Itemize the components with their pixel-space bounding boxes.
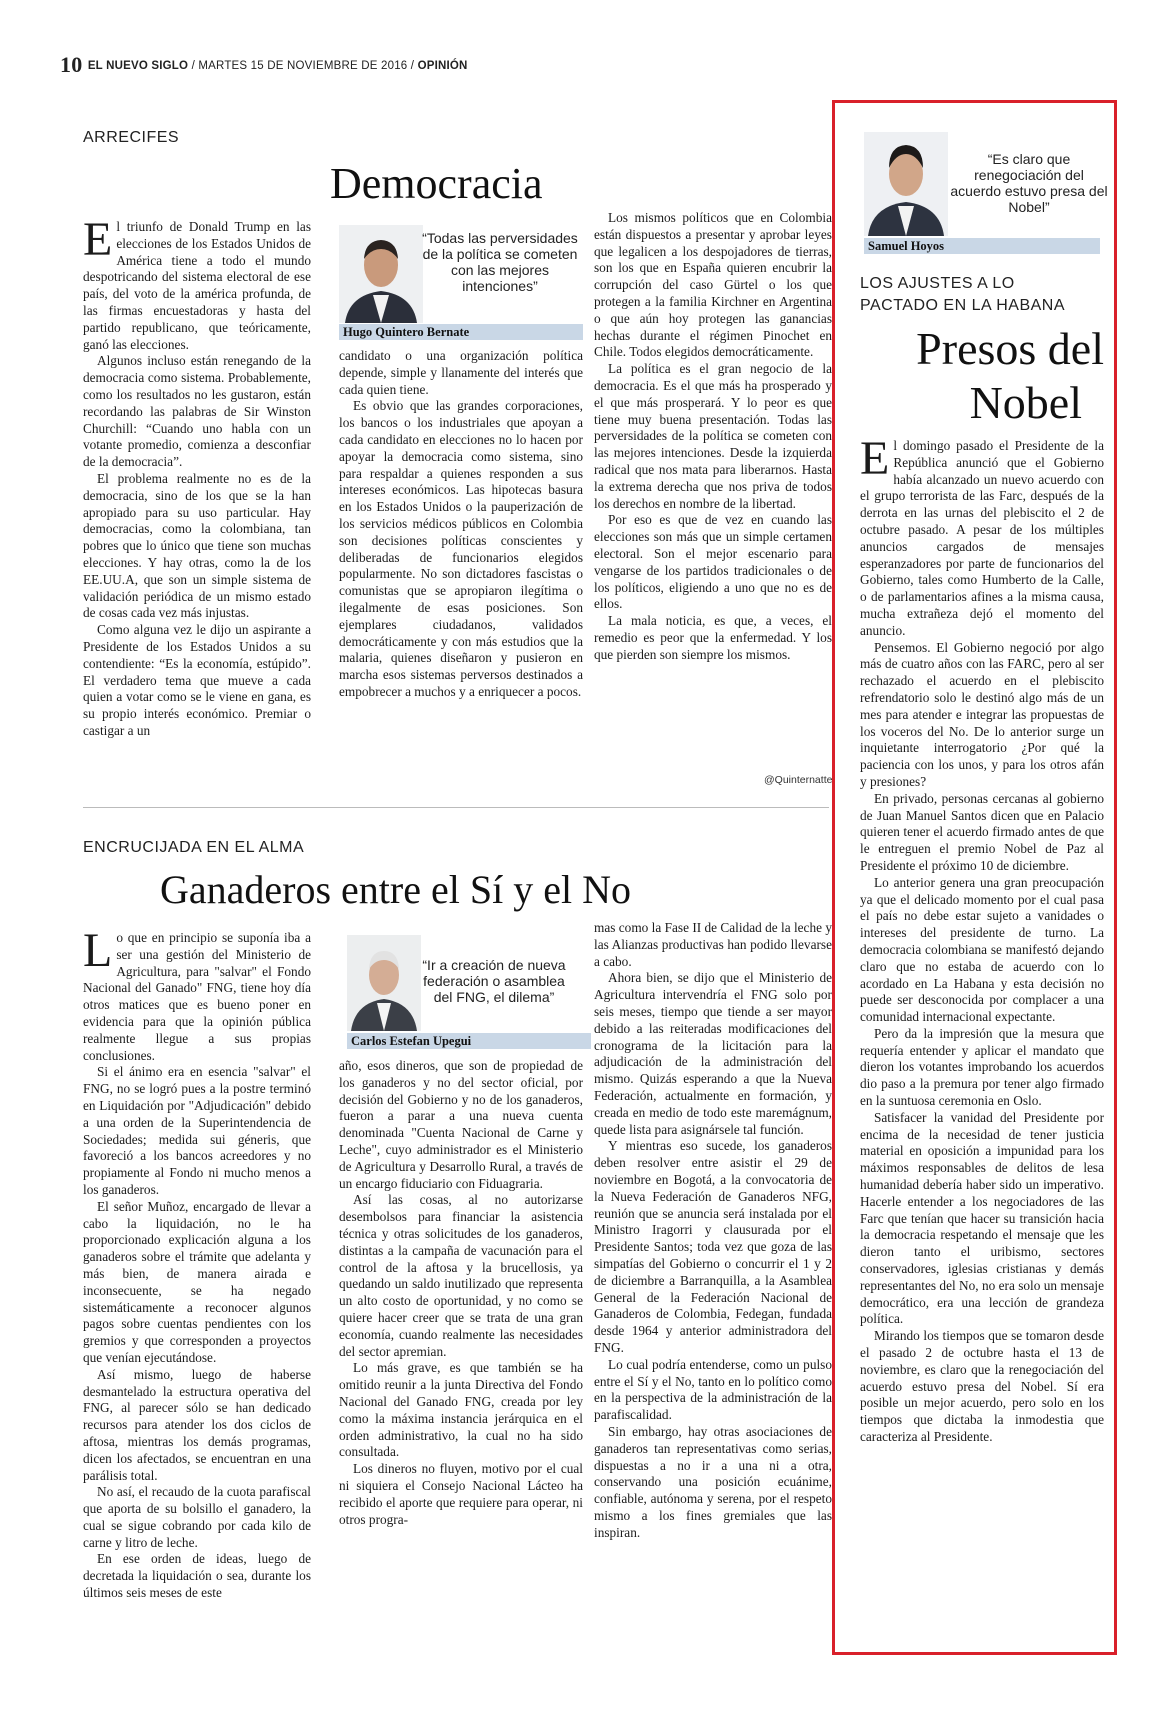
- art2-paragraph: No así, el recaudo de la cuota parafiscal que aporta de su bolsillo el ganadero, la cual se sigue cobrando por cada kilo de carne y litro de leche.: [83, 1484, 311, 1550]
- art3-paragraph: El domingo pasado el Presidente de la República anunció que el Gobierno había alcanzado un nuevo acuerdo con el grupo terrorista de las Farc, después de la derrota en las urnas del plebiscito el 2 de octubre pasado. A pesar de los múltiples anuncios cargados de mensajes esperanzadores por parte de funcionarios del Gobierno, tales como Humberto de la Calle, o de parlamentarios afines a la misma causa, mucha extrañeza dejó el momento del anuncio.: [860, 438, 1104, 638]
- art1-paragraph: La política es el gran negocio de la democracia. Es el que más ha prosperado y el que más prosperará. Y lo peor es que tiene muy buena presentación. Todas las perversidades de la política se cometen con las mejores intenciones. Desde la izquierda radical que nos mata para liberarnos. Hasta la extrema derecha que nos priva de todos los derechos en nombre de la libertad.: [594, 361, 832, 511]
- art2-column-2: [339, 1058, 583, 1633]
- art1-column-1: [83, 219, 311, 789]
- art2-paragraph: Sin embargo, hay otras asociaciones de ganaderos tan representativas como serias, dispuestas a no ir a una ni a otra, conservando una posición ecuánime, confiable, autónoma y serena, por el respeto mismo a los fines gremiales que las inspiran.: [594, 1423, 832, 1540]
- art2-column-3: [594, 920, 832, 1630]
- author-name: Carlos Estefan Upegui: [347, 1033, 591, 1049]
- drop-cap: E: [83, 219, 113, 266]
- art2-column-1: [83, 930, 311, 1635]
- art1-paragraph: El triunfo de Donald Trump en las elecciones de los Estados Unidos de América tiene a todo el mundo despotricando del sistema electoral de ese país, del voto de la américa profunda, de las firmas encuestadoras y hasta del partido republicano, que teóricamente, ganó las elecciones.: [83, 219, 311, 352]
- pull-quote: “Ir a creación de nueva federación o asamblea del FNG, el dilema”: [422, 957, 566, 1005]
- art2-paragraph: Así mismo, luego de haberse desmantelado la estructura operativa del FNG, al parecer sólo se han dedicado recursos para atender los dos ciclos de aftosa, mientras los demás programas, dicen los afectados, se encuentran en una parálisis total.: [83, 1366, 311, 1483]
- article-title-ganaderos: Ganaderos entre el Sí y el No: [160, 867, 631, 912]
- art1-paragraph: Por eso es que de vez en cuando las elecciones son más que un simple certamen electoral. Son el mejor escenario para vengarse de los partidos tradicionales o de los políticos, eligiendo a uno que no es de ellos.: [594, 512, 832, 612]
- art3-paragraph: Lo anterior genera una gran preocupación ya que el delicado momento por el cual pasa el país no debe estar sujeto a vanidades o intereses del presidente de turno. La democracia colombiana se manifestó dejando claro que no estaba de acuerdo con lo acordado en La Habana y esta decisión no puede ser desconocida por complacer a una comunidad internacional expectante.: [860, 874, 1104, 1025]
- author-name: Samuel Hoyos: [864, 238, 1100, 254]
- art1-column-2: [339, 348, 583, 788]
- art1-paragraph: candidato o una organización política depende, simple y llanamente del interés que cada quien tiene.: [339, 348, 583, 397]
- author-photo: [347, 935, 421, 1031]
- drop-cap: L: [83, 930, 113, 977]
- art2-paragraph: Lo cual podría entenderse, como un pulso entre el Sí y el No, tanto en lo político como en la perspectiva de la administración de la parafiscalidad.: [594, 1356, 832, 1423]
- article-divider: [83, 807, 829, 808]
- art3-paragraph: Pero da la impresión que la mesura que requería entender y aplicar el mandato que dieron los votantes improbando los acuerdos dio paso a la premura por tener algo firmado en la suntuosa ceremonia en Oslo.: [860, 1025, 1104, 1109]
- art3-column: [860, 438, 1104, 1648]
- art3-paragraph: Pensemos. El Gobierno negoció por algo más de cuatro años con las FARC, pero al ser rechazado el acuerdo en el plebiscito refrendatorio solo le destinó algo más de un mes para atender e integrar las propuestas de los voceros del No. De lo anterior surge un inquietante interrogatorio ¿Por qué la paciencia con los unos, y para los otros afán y presiones?: [860, 639, 1104, 789]
- art1-paragraph: Es obvio que las grandes corporaciones, los bancos o los industriales que apoyan a cada candidato en elecciones no lo hacen por apoyar la democracia como sistema, sino para respaldar a quienes responden a sus intereses económicos. Las hipotecas basura en los Estados Unidos o la pauperización de los servicios médicos públicos en Colombia son decisiones políticas conscientes y deliberadas de funcionarios elegidos popularmente. No son dictadores fascistas o comunistas que se apropiaron ilegítima o ilegalmente de esas posiciones. Son ejemplares ciudadanos, validados democráticamente y con más estudios que la malaria, quienes diseñaron y pusieron en marcha esos sistemas perversos destinados a empobrecer a muchos y a enriquecer a pocos.: [339, 398, 583, 699]
- art1-paragraph: Algunos incluso están renegando de la democracia como sistema. Probablemente, como los resultados no les gustaron, están recordando las palabras de Sir Winston Churchill: “Cuando uno habla con un votante promedio, comienza a desconfiar de la democracia”.: [83, 353, 311, 470]
- art2-paragraph: Lo más grave, es que también se ha omitido reunir a la junta Directiva del Fondo Nacional del Ganado FNG, creada por ley como la máxima instancia jerárquica en el orden administrativo, la cual no ha sido consultada.: [339, 1360, 583, 1460]
- article-title-democracia: Democracia: [330, 159, 543, 208]
- section-label-ajustes: LOS AJUSTES A LO PACTADO EN LA HABANA: [860, 275, 1066, 314]
- art1-column-3: [594, 210, 832, 770]
- art2-paragraph: En ese orden de ideas, luego de decretada la liquidación o sea, durante los últimos seis meses de este: [83, 1551, 311, 1601]
- drop-cap: E: [860, 438, 890, 485]
- art2-paragraph: Ahora bien, se dijo que el Ministerio de Agricultura intervendría el FNG solo por seis meses, tiempo que tiende a ser mayor debido a las reiteradas modificaciones del cronograma de la licitación para la adjudicación de la administración del mismo. Quizás esperando a que la Nueva Federación, actualmente en formación, y creada en medio de todo este maremágnum, quede lista para asignársele tal función.: [594, 970, 832, 1137]
- article-title-presos-del-nobel: Presos del Nobel: [916, 323, 1104, 428]
- issue-date: / MARTES 15 DE NOVIEMBRE DE 2016 /: [191, 60, 415, 72]
- art1-paragraph: Como alguna vez le dijo un aspirante a Presidente de los Estados Unidos a su contendiente: “Es la economía, estúpido”. El verdadero tema que mueve a cada quien a votar como se le viene en gana, es su propio interés económico. Premiar o castigar a un: [83, 622, 311, 738]
- pull-quote: “Todas las perversidades de la política se cometen con las mejores intenciones”: [422, 230, 578, 294]
- author-name: Hugo Quintero Bernate: [339, 324, 583, 340]
- art3-paragraph: En privado, personas cercanas al gobierno de Juan Manuel Santos dicen que en Palacio quieren tener el acuerdo firmado antes de que le entreguen el premio Nobel de Paz al Presidente el próximo 10 de diciembre.: [860, 790, 1104, 873]
- art2-paragraph: Si el ánimo era en esencia "salvar" el FNG, no se logró pues a la postre terminó en Liquidación por "Adjudicación" debido a una orden de la Superintendencia de Sociedades; medida sui géneris, que favoreció a los bancos acreedores y no propiamente al Fondo ni mucho menos a los ganaderos.: [83, 1064, 311, 1197]
- art2-paragraph: Así las cosas, al no autorizarse desembolsos para financiar la asistencia técnica y otras solicitudes de los ganaderos, distintas a la campaña de vacunación para el control de la aftosa y la brucellosis, ya quedando un saldo inutilizado que representa un alto costo de oportunidad, y no como se quiere hacer creer que se trata de una gran economía, cuando realmente las necesidades del sector apremian.: [339, 1192, 583, 1359]
- section-label-arrecifes: ARRECIFES: [83, 129, 180, 146]
- art2-paragraph: Lo que en principio se suponía iba a ser una gestión del Ministerio de Agricultura, para "salvar" el Fondo Nacional del Ganado" FNG, tiene hoy día otros matices que es bueno poner en evidencia para que la opinión pública realmente llegue a sus propias conclusiones.: [83, 930, 311, 1063]
- author-handle: @Quinternatte: [764, 774, 833, 786]
- author-photo: [339, 225, 423, 323]
- art1-paragraph: El problema realmente no es de la democracia, sino de los que se la han apropiado para su uso particular. Hay democracias, como la colombiana, tan pobres que lo único que tiene son muchas elecciones. Y hay otras, como la de los EE.UU.A, que son un simple sistema de validación periódica de un mismo estado de cosas cada vez más injustas.: [83, 470, 311, 621]
- section-name: OPINIÓN: [417, 60, 468, 72]
- section-label-encrucijada: ENCRUCIJADA EN EL ALMA: [83, 839, 305, 856]
- paper-name: EL NUEVO SIGLO: [87, 60, 189, 72]
- art2-paragraph: Y mientras eso sucede, los ganaderos deben resolver entre asistir el 29 de noviembre en Bogotá, a la convocatoria de la Nueva Federación de Ganaderos NFG, reunión que se anuncia será instalada por el Ministro Iragorri y clausurada por el Presidente Santos; toda vez que goza de las simpatías del Gobierno o concurrir el 1 y 2 de diciembre a Barranquilla, a la Asamblea General de la Federación Nacional de Ganaderos de Colombia, Fedegan, fundada desde 1964 y anterior administradora del FNG.: [594, 1138, 832, 1355]
- art2-paragraph: Los dineros no fluyen, motivo por el cual ni siquiera el Consejo Nacional Lácteo ha recibido el aporte que requiere para operar, ni otros progra-: [339, 1461, 583, 1527]
- art2-paragraph: El señor Muñoz, encargado de llevar a cabo la liquidación, no le ha proporcionado explicación alguna a los ganaderos sobre el trámite que adelanta y más bien, de manera airada e inconsecuente, se ha negado sistemáticamente a reconocer algunos pagos sobre cuentas pendientes con los gremios y que corresponden a proyectos que venían ejecutándose.: [83, 1198, 311, 1365]
- pull-quote: “Es claro que renegociación del acuerdo estuvo presa del Nobel”: [950, 151, 1108, 215]
- page-header: [60, 52, 468, 78]
- art3-paragraph: Mirando los tiempos que se tomaron desde el pasado 2 de octubre hasta el 13 de noviembre, es claro que la renegociación del acuerdo estuvo presa del Nobel. Sí era posible un mejor acuerdo, pero solo en los tiempos que dictaba la inmodestia que caracteriza al Presidente.: [860, 1328, 1104, 1445]
- art2-paragraph: mas como la Fase II de Calidad de la leche y las Alianzas productivas han podido llevarse a cabo.: [594, 920, 832, 969]
- author-photo: [864, 132, 948, 236]
- art2-paragraph: año, esos dineros, que son de propiedad de los ganaderos y no del sector oficial, por decisión del Gobierno y no de los ganaderos, fueron a parar a una nueva cuenta denominada "Cuenta Nacional de Carne y Leche", cuyo administrador es el Ministerio de Agricultura y Desarrollo Rural, a través de un encargo fiduciario con Fiduagraria.: [339, 1058, 583, 1191]
- art1-paragraph: La mala noticia, es que, a veces, el remedio es peor que la enfermedad. Y los que pierden son siempre los mismos.: [594, 613, 832, 662]
- art3-paragraph: Satisfacer la vanidad del Presidente por encima de la necesidad de tener justicia material en oposición a impunidad para los máximos responsables de delitos de lesa humanidad debería haber sido un imperativo. Hacerle entender a los negociadores de las Farc que tenían que hacer su transición hacia la democracia respetando el mensaje que les dieron tanto el uribismo, sectores conservadores, iglesias cristianas y demás representantes del No, no era solo un mensaje democrático, era una lección de grandeza política.: [860, 1109, 1104, 1327]
- art1-paragraph: Los mismos políticos que en Colombia están dispuestos a presentar y aprobar leyes que legalicen a los despojadores de tierras, son los que en España quieren encubrir la corrupción del caso Gürtel o los que protegen a la familia Kirchner en Argentina o que aún hoy protegen las ganancias hechas durante el régimen Pinochet en Chile. Todos elegidos democráticamente.: [594, 210, 832, 360]
- page-number: 10: [60, 52, 83, 77]
